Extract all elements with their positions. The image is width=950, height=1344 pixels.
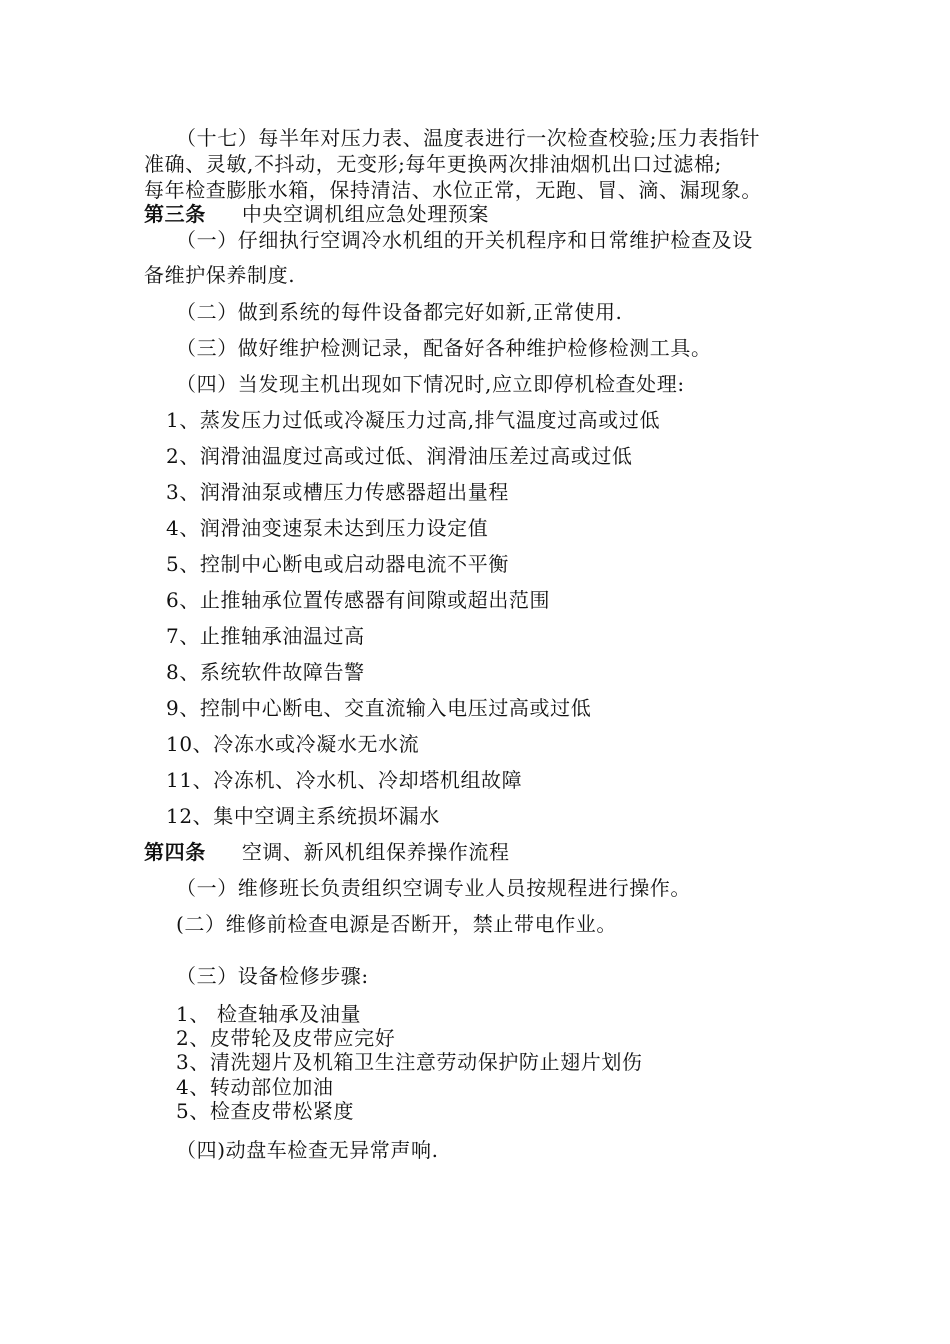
intro-line-1: （十七）每半年对压力表、温度表进行一次检查校验;压力表指针 <box>176 126 761 150</box>
list-item: 1、蒸发压力过低或冷凝压力过高,排气温度过高或过低 <box>166 408 661 432</box>
list-item: 5、控制中心断电或启动器电流不平衡 <box>166 552 509 576</box>
list-item: 3、清洗翅片及机箱卫生注意劳动保护防止翅片划伤 <box>176 1050 643 1074</box>
article-3-label: 第三条 <box>144 202 206 226</box>
article-4-title: 空调、新风机组保养操作流程 <box>241 840 510 864</box>
article-3-p4: （四）当发现主机出现如下情况时,应立即停机检查处理: <box>176 372 685 396</box>
list-item: 6、止推轴承位置传感器有间隙或超出范围 <box>166 588 551 612</box>
article-4-p4: （四)动盘车检查无异常声响. <box>176 1138 439 1162</box>
list-item: 3、润滑油泵或槽压力传感器超出量程 <box>166 480 509 504</box>
list-item: 5、检查皮带松紧度 <box>176 1099 355 1123</box>
article-3-heading <box>144 202 489 226</box>
article-4-p1: （一）维修班长负责组织空调专业人员按规程进行操作。 <box>176 876 691 900</box>
list-item: 7、止推轴承油温过高 <box>166 624 365 648</box>
list-item: 4、转动部位加油 <box>176 1075 334 1099</box>
list-item: 1、 检查轴承及油量 <box>176 1002 362 1026</box>
intro-line-3: 每年检查膨胀水箱，保持清洁、水位正常，无跑、冒、滴、漏现象。 <box>144 178 762 202</box>
list-item: 2、皮带轮及皮带应完好 <box>176 1026 396 1050</box>
list-item: 8、系统软件故障告警 <box>166 660 365 684</box>
article-3-title: 中央空调机组应急处理预案 <box>241 202 490 226</box>
list-item: 9、控制中心断电、交直流输入电压过高或过低 <box>166 696 592 720</box>
list-item: 11、冷冻机、冷水机、冷却塔机组故障 <box>166 768 523 792</box>
list-item: 10、冷冻水或冷凝水无水流 <box>166 732 420 756</box>
list-item: 4、润滑油变速泵未达到压力设定值 <box>166 516 489 540</box>
list-item: 12、集中空调主系统损坏漏水 <box>166 804 440 828</box>
article-4-p2: (二）维修前检查电源是否断开，禁止带电作业。 <box>176 912 618 936</box>
article-3-p1-line-1: （一）仔细执行空调冷水机组的开关机程序和日常维护检查及设 <box>176 228 753 252</box>
article-3-p1-line-2: 备维护保养制度. <box>144 263 296 287</box>
intro-line-2: 准确、灵敏,不抖动，无变形;每年更换两次排油烟机出口过滤棉; <box>144 152 722 176</box>
list-item: 2、润滑油温度过高或过低、润滑油压差过高或过低 <box>166 444 633 468</box>
article-3-p3: （三）做好维护检测记录，配备好各种维护检修检测工具。 <box>176 336 712 360</box>
article-4-heading <box>144 840 510 864</box>
article-4-label: 第四条 <box>144 840 206 864</box>
article-3-p2: （二）做到系统的每件设备都完好如新,正常使用. <box>176 300 623 324</box>
article-4-p3: （三）设备检修步骤: <box>176 964 369 988</box>
